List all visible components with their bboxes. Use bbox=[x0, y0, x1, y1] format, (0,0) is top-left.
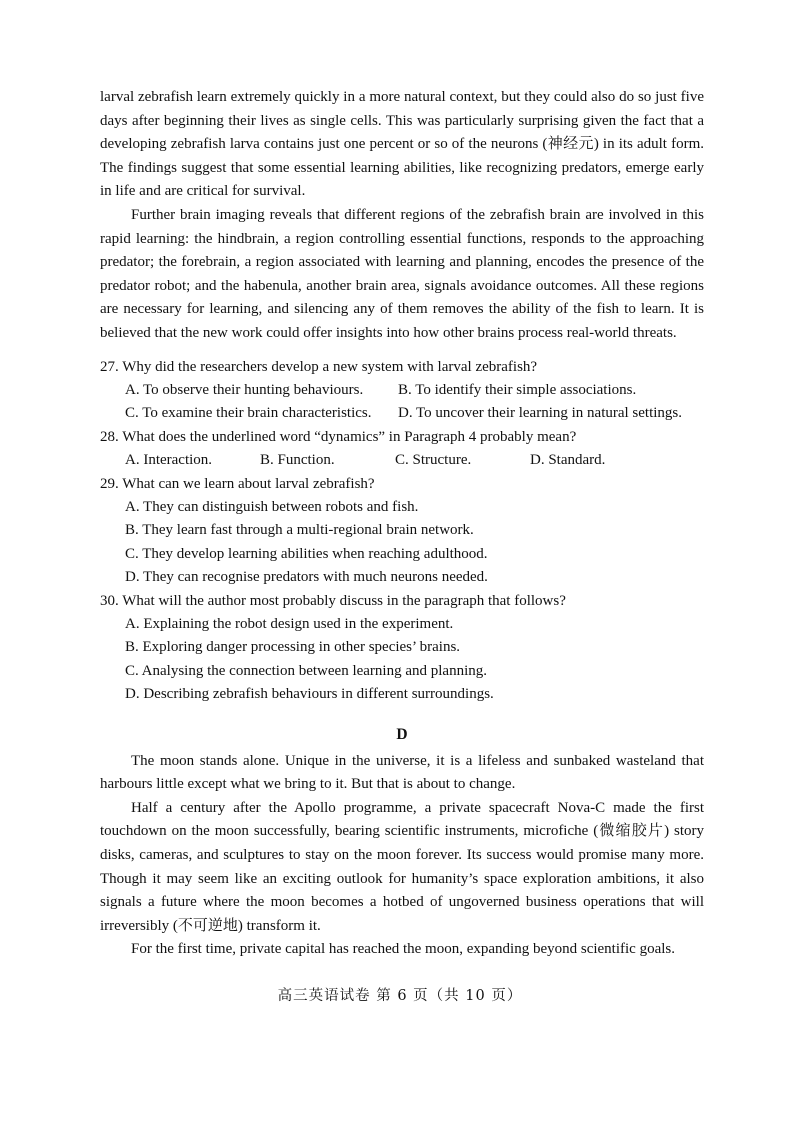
question-27-option-a: A. To observe their hunting behaviours. bbox=[125, 381, 364, 398]
question-27-options-row-1 bbox=[125, 379, 704, 402]
passage-d-paragraph-3: For the first time, private capital has reached the moon, expanding beyond scientific goals. bbox=[131, 941, 675, 958]
page-footer: 高三英语试卷 第 6 页（共 10 页） bbox=[277, 988, 523, 1004]
passage-d-title: D bbox=[396, 725, 408, 743]
question-29-option-a: A. They can distinguish between robots and fish. bbox=[125, 498, 419, 515]
question-28-option-a: A. Interaction. bbox=[125, 452, 213, 469]
question-27-options-row-2 bbox=[125, 402, 704, 425]
question-29 bbox=[100, 473, 704, 590]
passage-d-paragraph-2: Half a century after the Apollo programme, a private spacecraft Nova-C made the first touchdown on the moon successfully, bearing scientific instruments, microfiche (微缩胶片) story disks, cameras, and sculptures to stay on the moon forever. Its success would promise many more. Though it may seem like an exciting outlook for humanity’s space exploration ambitions, it also signals a future where the moon becomes a hotbed of ungoverned business operations that will irreversibly (不可逆地) transform it. bbox=[100, 799, 704, 934]
question-30 bbox=[100, 590, 704, 707]
question-29-option-c: C. They develop learning abilities when reaching adulthood. bbox=[125, 545, 488, 562]
question-27 bbox=[100, 356, 704, 426]
passage-c-paragraph-1: larval zebrafish learn extremely quickly in a more natural context, but they could also do so just five days after beginning their lives as single cells. This was particularly surprising given the fact that a developing zebrafish larva contains just one percent or so of the neurons (神经元) in its adult form. The findings suggest that some essential learning abilities, like recognizing predators, emerge early in life and are critical for survival. bbox=[100, 89, 704, 200]
question-28-option-c: C. Structure. bbox=[395, 452, 472, 469]
question-27-option-b: B. To identify their simple associations. bbox=[398, 381, 637, 398]
question-30-option-a: A. Explaining the robot design used in the experiment. bbox=[125, 616, 454, 632]
question-30-option-d: D. Describing zebrafish behaviours in different surroundings. bbox=[125, 686, 494, 703]
question-29-option-b: B. They learn fast through a multi-regional brain network. bbox=[125, 522, 474, 539]
question-28-option-b: B. Function. bbox=[260, 452, 335, 469]
question-28-option-d: D. Standard. bbox=[530, 452, 606, 469]
passage-c-paragraph-2: Further brain imaging reveals that different regions of the zebrafish brain are involved in this rapid learning: the hindbrain, a region controlling essential functions, responds to the approaching predator; the forebrain, a region associated with learning and planning, encodes the presence of the predator robot; and the habenula, another brain area, signals avoidance outcomes. All these regions are necessary for learning, and silencing any of them removes the ability of the fish to learn. It is believed that the new work could offer insights into how other brains process real-world threats. bbox=[100, 206, 704, 341]
question-28 bbox=[100, 426, 704, 473]
question-30-stem: 30. What will the author most probably discuss in the paragraph that follows? bbox=[100, 592, 566, 609]
question-30-option-b: B. Exploring danger processing in other species’ brains. bbox=[125, 639, 461, 656]
question-28-options-row bbox=[125, 449, 704, 472]
question-27-option-d: D. To uncover their learning in natural settings. bbox=[398, 405, 683, 422]
question-30-option-c: C. Analysing the connection between learning and planning. bbox=[125, 662, 487, 679]
question-28-stem: 28. What does the underlined word “dynamics” in Paragraph 4 probably mean? bbox=[100, 428, 577, 445]
passage-d-paragraph-1: The moon stands alone. Unique in the universe, it is a lifeless and sunbaked wasteland that harbours little except what we bring to it. But that is about to change. bbox=[100, 752, 704, 793]
question-29-option-d: D. They can recognise predators with much neurons needed. bbox=[125, 569, 488, 586]
question-27-stem: 27. Why did the researchers develop a new system with larval zebrafish? bbox=[100, 358, 538, 375]
exam-page bbox=[100, 86, 704, 962]
question-29-stem: 29. What can we learn about larval zebrafish? bbox=[100, 475, 375, 492]
question-27-option-c: C. To examine their brain characteristics. bbox=[125, 405, 372, 422]
